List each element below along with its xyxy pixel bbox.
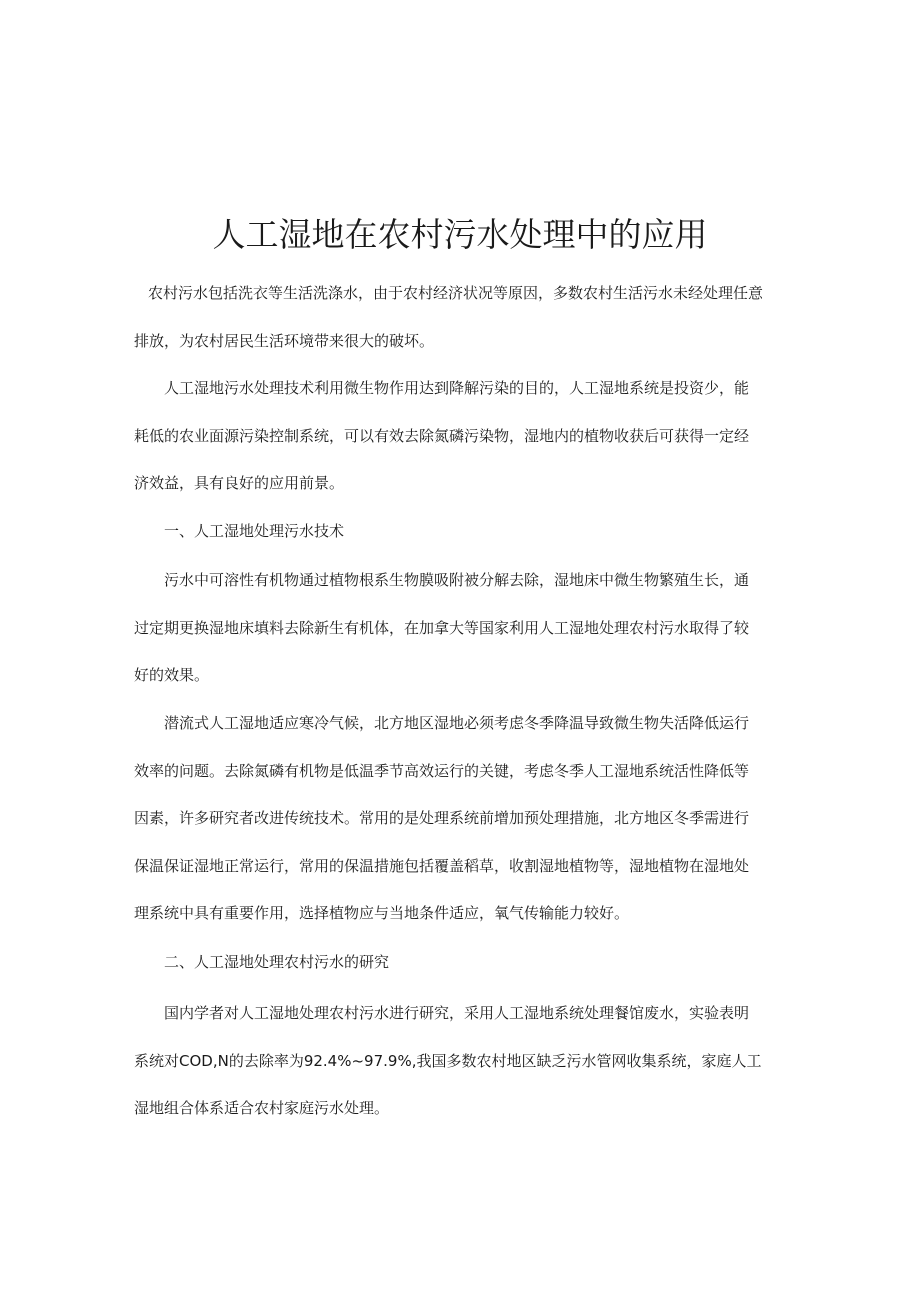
section-heading-2	[134, 939, 784, 987]
paragraph-line: 农村污水包括洗衣等生活洗涤水，由于农村经济状况等原因，多数农村生活污水未经处理任意	[148, 284, 764, 302]
paragraph-line: 因素，许多研究者改进传统技术。常用的是处理系统前增加预处理措施，北方地区冬季需进行	[134, 809, 750, 827]
paragraph-line: 人工湿地污水处理技术利用微生物作用达到降解污染的目的，人工湿地系统是投资少，能	[164, 379, 750, 397]
paragraph-intro	[134, 270, 798, 365]
section-heading-text: 一、人工湿地处理污水技术	[164, 522, 345, 540]
paragraph-tech-2	[134, 700, 784, 938]
paragraph-line: 系统对COD,N的去除率为92.4%~97.9%,我国多数农村地区缺乏污水管网收集系统，家庭人工	[134, 1051, 762, 1070]
paragraph-line: 好的效果。	[134, 666, 210, 684]
paragraph-tech-1	[134, 557, 784, 700]
paragraph-research	[134, 990, 784, 1133]
paragraph-line: 湿地组合体系适合农村家庭污水处理。	[134, 1099, 390, 1117]
section-heading-1	[134, 508, 784, 556]
section-heading-text: 二、人工湿地处理农村污水的研究	[164, 953, 390, 971]
paragraph-line: 济效益，具有良好的应用前景。	[134, 474, 345, 492]
paragraph-line: 过定期更换湿地床填料去除新生有机体，在加拿大等国家利用人工湿地处理农村污水取得了较	[134, 618, 750, 637]
paragraph-line: 效率的问题。去除氮磷有机物是低温季节高效运行的关键，考虑冬季人工湿地系统活性降低等	[134, 761, 750, 780]
paragraph-line: 污水中可溶性有机物通过植物根系生物膜吸附被分解去除，湿地床中微生物繁殖生长，通	[164, 571, 750, 589]
paragraph-line: 保温保证湿地正常运行，常用的保温措施包括覆盖稻草，收割湿地植物等，湿地植物在湿地处	[134, 856, 750, 875]
paragraph-line: 耗低的农业面源污染控制系统，可以有效去除氮磷污染物，湿地内的植物收获后可获得一定经	[134, 426, 750, 445]
paragraph-line: 潜流式人工湿地适应寒冷气候，北方地区湿地必须考虑冬季降温导致微生物失活降低运行	[164, 714, 750, 732]
paragraph-line: 国内学者对人工湿地处理农村污水进行研究，采用人工湿地系统处理餐馆废水，实验表明	[164, 1004, 750, 1022]
paragraph-overview	[134, 365, 784, 508]
paragraph-line: 理系统中具有重要作用，选择植物应与当地条件适应，氧气传输能力较好。	[134, 904, 630, 922]
document-title: 人工湿地在农村污水处理中的应用	[212, 215, 708, 254]
paragraph-line: 排放，为农村居民生活环境带来很大的破坏。	[134, 331, 435, 350]
